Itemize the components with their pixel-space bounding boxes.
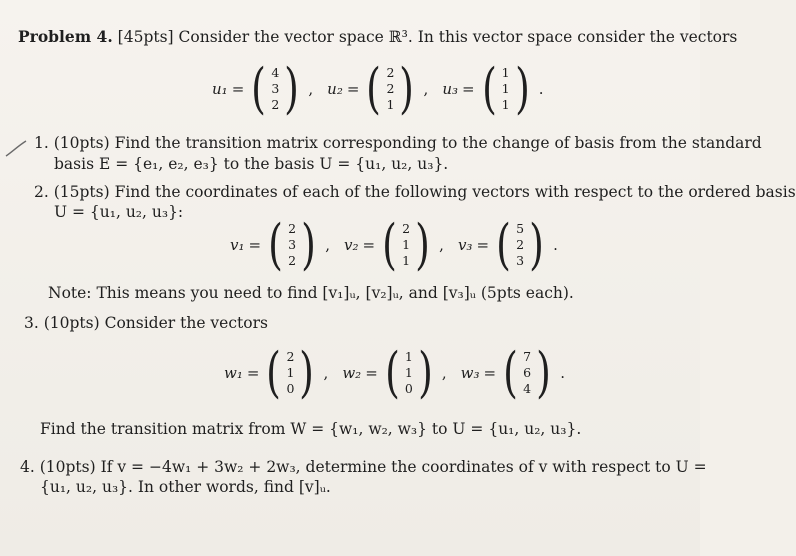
comma: , (325, 236, 330, 254)
u2-name: u₂ (327, 80, 343, 98)
part4-text: (10pts) If v = −4w₁ + 3w₂ + 2w₃, determine the coordinates of v with respect to U = (39, 458, 707, 476)
part4-line2: {u₁, u₂, u₃}. In other words, find [v]ᵤ. (40, 478, 331, 496)
comma: , (439, 236, 444, 254)
w2-name: w₂ (342, 364, 362, 382)
equals-sign: = (462, 80, 475, 98)
w2-entry-2: 1 (404, 365, 413, 380)
u2-entry-1: 2 (386, 65, 395, 80)
w-vector-row (224, 341, 565, 404)
v1-name: v₁ (230, 236, 245, 254)
u3-entry-3: 1 (501, 97, 510, 112)
part2-note: Note: This means you need to find [v₁]ᵤ, [v₂]ᵤ, and [v₃]ᵤ (5pts each). (48, 284, 574, 302)
part2-line1 (34, 183, 796, 202)
part4-label: 4. (20, 458, 35, 476)
w1-name: w₁ (224, 364, 243, 382)
equals-sign: = (483, 364, 497, 382)
w1-entry-2: 1 (286, 365, 295, 380)
u1-entry-1: 4 (271, 65, 280, 80)
u1-name: u₁ (212, 80, 228, 98)
u1-vector: ( 4 3 2 ) (251, 57, 300, 120)
w3-entry-2: 6 (523, 365, 532, 380)
v2-entry-2: 1 (402, 237, 411, 252)
part1-line2: basis E = {e₁, e₂, e₃} to the basis U = {u₁, u₂, u₃}. (54, 155, 449, 173)
u3-vector: ( 1 1 1 ) (481, 57, 530, 120)
part3-text: (10pts) Consider the vectors (43, 314, 268, 332)
w3-entry-1: 7 (523, 349, 532, 364)
v1-entry-2: 3 (288, 237, 297, 252)
part4-line1 (20, 458, 707, 477)
comma: , (423, 80, 429, 98)
w3-entry-3: 4 (523, 381, 532, 396)
w2-vector: ( 1 1 0 ) (384, 341, 433, 404)
part3-line1 (24, 314, 268, 333)
part2-text: (15pts) Find the coordinates of each of the following vectors with respect to the ordered basis (53, 183, 796, 201)
period: . (560, 364, 565, 382)
equals-sign: = (365, 364, 378, 382)
v2-entry-3: 1 (402, 253, 411, 268)
part2-label: 2. (34, 183, 49, 201)
part1-line1 (34, 134, 762, 153)
problem-number: Problem 4. (18, 27, 113, 46)
u3-name: u₃ (442, 80, 458, 98)
comma: , (323, 364, 329, 382)
v-vector-row (230, 213, 558, 276)
period: . (553, 236, 558, 254)
w1-entry-1: 2 (286, 349, 295, 364)
u1-entry-3: 2 (271, 97, 280, 112)
v3-entry-1: 5 (516, 221, 525, 236)
w2-entry-1: 1 (404, 349, 413, 364)
v3-entry-2: 2 (516, 237, 525, 252)
w3-vector: ( 7 6 4 ) (503, 341, 552, 404)
v1-entry-3: 2 (288, 253, 297, 268)
u2-vector: ( 2 2 1 ) (366, 57, 415, 120)
w2-entry-3: 0 (404, 381, 413, 396)
u3-entry-1: 1 (501, 65, 510, 80)
problem-intro: [45pts] Consider the vector space ℝ³. In this vector space consider the vectors (117, 28, 738, 46)
v2-entry-1: 2 (402, 221, 411, 236)
part3-label: 3. (24, 314, 39, 332)
u2-entry-3: 1 (386, 97, 395, 112)
u-vector-row (212, 57, 544, 120)
part2-line2: U = {u₁, u₂, u₃}: (54, 203, 184, 221)
equals-sign: = (346, 80, 360, 98)
comma: , (441, 364, 447, 382)
u1-entry-2: 3 (271, 81, 280, 96)
part1-text: (10pts) Find the transition matrix corresponding to the change of basis from the standard (53, 134, 762, 152)
v3-entry-3: 3 (516, 253, 525, 268)
equals-sign: = (231, 80, 245, 98)
v2-vector: ( 2 1 1 ) (382, 213, 430, 276)
equals-sign: = (476, 236, 490, 254)
period: . (538, 80, 544, 98)
v3-name: v₃ (457, 236, 473, 254)
w3-name: w₃ (460, 364, 480, 382)
comma: , (308, 80, 314, 98)
v3-vector: ( 5 2 3 ) (496, 213, 544, 276)
problem-header (18, 28, 737, 47)
part1-label: 1. (34, 134, 49, 152)
w1-entry-3: 0 (286, 381, 295, 396)
v1-entry-1: 2 (288, 221, 297, 236)
u3-entry-2: 1 (501, 81, 510, 96)
checkmark-icon (4, 140, 28, 158)
equals-sign: = (362, 236, 376, 254)
v2-name: v₂ (343, 236, 359, 254)
v1-vector: ( 2 3 2 ) (268, 213, 317, 276)
equals-sign: = (246, 364, 260, 382)
equals-sign: = (248, 236, 262, 254)
w1-vector: ( 2 1 0 ) (266, 341, 315, 404)
u2-entry-2: 2 (386, 81, 395, 96)
part3-find: Find the transition matrix from W = {w₁, w₂, w₃} to U = {u₁, u₂, u₃}. (40, 420, 582, 438)
